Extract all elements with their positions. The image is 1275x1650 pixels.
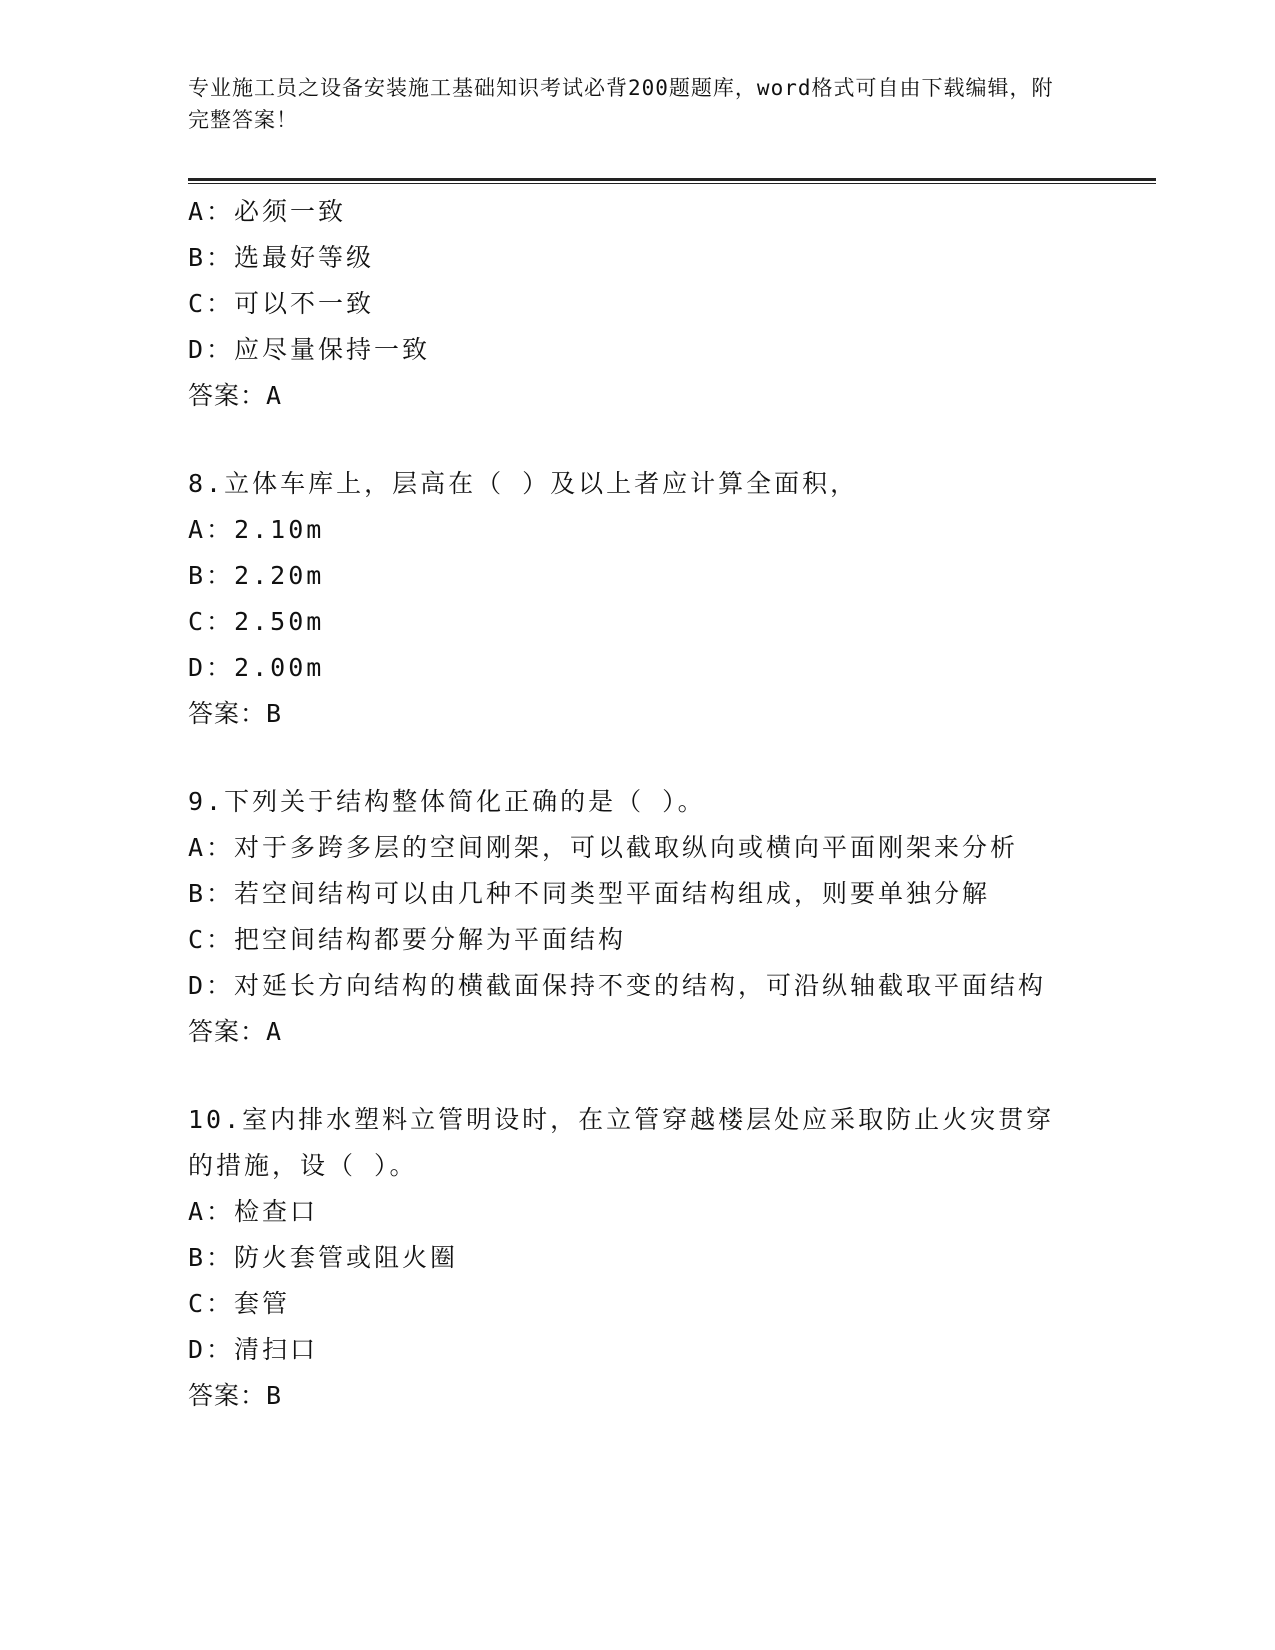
spacer — [188, 737, 1088, 779]
option-d: D：清扫口 — [188, 1335, 319, 1364]
answer-line: 答案：B — [188, 1381, 283, 1410]
option-c: C：套管 — [188, 1289, 291, 1318]
question-block-8 — [188, 461, 1088, 737]
option-c: C：把空间结构都要分解为平面结构 — [188, 925, 627, 954]
question-block-prev — [188, 189, 1088, 419]
option-b: B：选最好等级 — [188, 243, 375, 272]
option-a: A：2.10m — [188, 515, 325, 544]
option-c: C：2.50m — [188, 607, 325, 636]
option-a: A：检查口 — [188, 1197, 319, 1226]
answer-line: 答案：A — [188, 381, 283, 410]
question-block-9 — [188, 779, 1088, 1055]
header-rule-thin — [188, 183, 1156, 184]
option-c: C：可以不一致 — [188, 289, 375, 318]
question-stem: 8.立体车库上，层高在（ ）及以上者应计算全面积， — [188, 469, 859, 498]
option-d: D：2.00m — [188, 653, 325, 682]
header-rule-thick — [188, 178, 1156, 181]
option-a: A：必须一致 — [188, 197, 347, 226]
answer-line: 答案：B — [188, 699, 283, 728]
option-d: D：应尽量保持一致 — [188, 335, 431, 364]
question-block-10 — [188, 1097, 1088, 1419]
document-header: 专业施工员之设备安装施工基础知识考试必背200题题库，word格式可自由下载编辑，附完整答案！ — [188, 76, 1054, 132]
spacer — [188, 419, 1088, 461]
option-d: D：对延长方向结构的横截面保持不变的结构，可沿纵轴截取平面结构 — [188, 971, 1047, 1000]
option-b: B：2.20m — [188, 561, 325, 590]
option-a: A：对于多跨多层的空间刚架，可以截取纵向或横向平面刚架来分析 — [188, 833, 1019, 862]
document-body — [188, 189, 1088, 1419]
question-stem: 9.下列关于结构整体简化正确的是（ ）。 — [188, 787, 706, 816]
question-stem: 10.室内排水塑料立管明设时，在立管穿越楼层处应采取防止火灾贯穿的措施，设（ ）。 — [188, 1105, 1055, 1180]
answer-line: 答案：A — [188, 1017, 283, 1046]
spacer — [188, 1055, 1088, 1097]
option-b: B：防火套管或阻火圈 — [188, 1243, 459, 1272]
option-b: B：若空间结构可以由几种不同类型平面结构组成，则要单独分解 — [188, 879, 991, 908]
